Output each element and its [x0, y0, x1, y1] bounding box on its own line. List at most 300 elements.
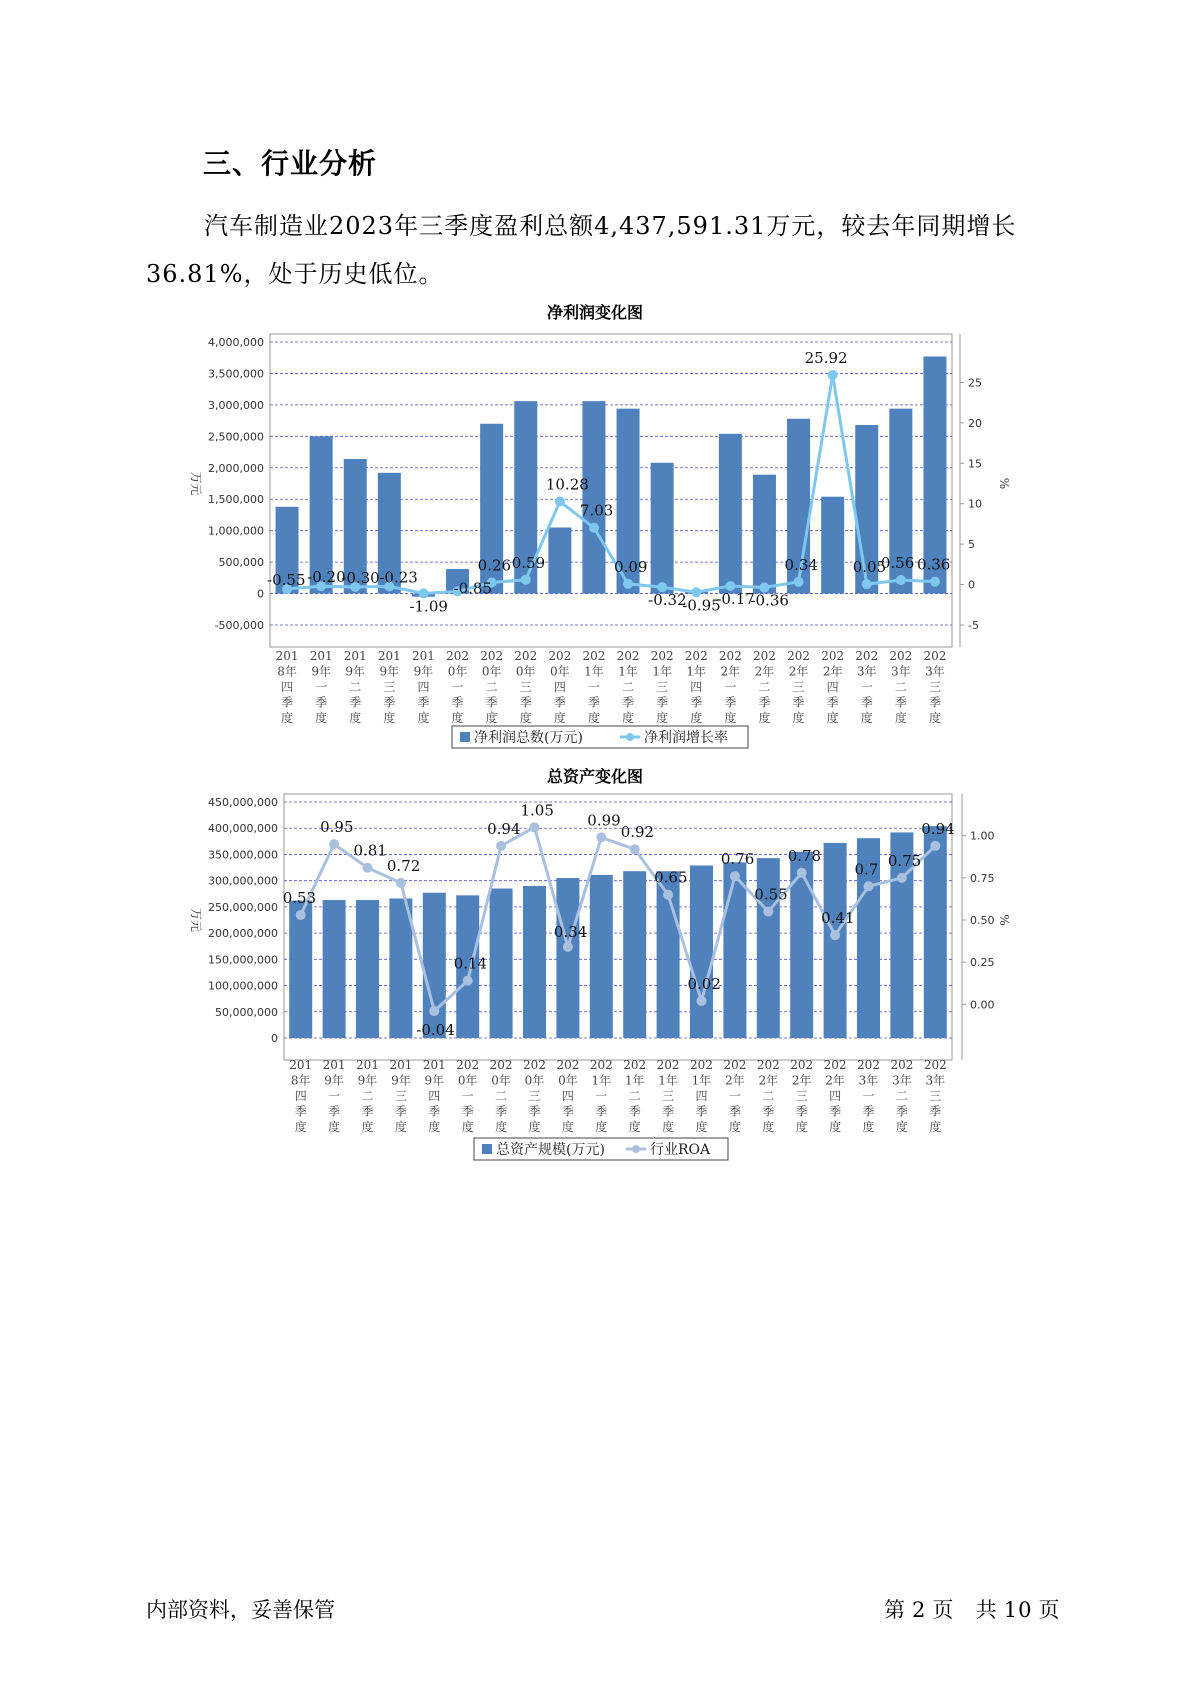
- x-tick-label: 季: [695, 1104, 708, 1119]
- x-tick-label: 0年: [447, 664, 468, 679]
- data-label: 0.76: [720, 850, 755, 869]
- data-label: 0.09: [614, 557, 648, 576]
- x-tick-label: 202: [514, 649, 538, 663]
- data-label: 0.05: [852, 558, 887, 577]
- x-tick-label: 度: [294, 1120, 307, 1134]
- page-current: 2: [912, 1598, 927, 1622]
- bar: [651, 463, 674, 594]
- x-tick-label: 度: [928, 711, 941, 725]
- data-label: 10.28: [545, 475, 589, 494]
- x-tick-label: 季: [519, 695, 532, 710]
- data-label: 0.14: [453, 954, 488, 973]
- x-tick-label: 度: [895, 1120, 908, 1134]
- x-tick-label: 3年: [891, 664, 911, 679]
- x-tick-label: 201: [343, 649, 367, 663]
- x-tick-label: 2年: [754, 664, 775, 679]
- legend-bar-label: 总资产规模(万元): [496, 1142, 605, 1158]
- data-label: 0.78: [787, 846, 822, 865]
- y2-tick-label: 0.25: [970, 956, 995, 970]
- series-point: [589, 523, 599, 533]
- x-tick-label: 202: [684, 649, 708, 663]
- y-tick-label: -500,000: [214, 619, 264, 632]
- x-tick-label: 3年: [892, 1073, 912, 1088]
- x-tick-label: 季: [428, 1104, 441, 1119]
- x-tick-label: 202: [523, 1058, 546, 1072]
- series-point: [521, 575, 531, 585]
- series-point: [563, 942, 573, 952]
- x-tick-label: 0年: [515, 664, 536, 679]
- x-tick-label: 201: [322, 1058, 346, 1072]
- x-tick-label: 1年: [658, 1073, 678, 1088]
- series-point: [830, 930, 840, 940]
- x-tick-label: 9年: [311, 664, 331, 679]
- x-tick-label: 度: [862, 1120, 875, 1134]
- x-tick-label: 1年: [624, 1073, 645, 1088]
- x-tick-label: 201: [275, 649, 299, 663]
- total-assets-chart-svg: [0, 754, 1191, 1274]
- x-tick-label: 度: [394, 1120, 407, 1134]
- x-tick-label: 季: [328, 1104, 341, 1119]
- series-point: [596, 832, 606, 842]
- x-tick-label: 202: [548, 649, 572, 663]
- series-point: [794, 577, 804, 587]
- x-tick-label: 季: [349, 695, 362, 710]
- x-tick-label: 季: [451, 695, 464, 710]
- section-heading: 三、行业分析: [203, 147, 378, 180]
- x-tick-label: 202: [821, 649, 845, 663]
- data-label: -0.85: [453, 579, 493, 598]
- summary-paragraph: 汽车制造业2023年三季度盈利总额4,437,591.31万元，较去年同期增长36.81%，处于历史低位。: [146, 212, 1017, 288]
- x-tick-label: 二: [758, 680, 771, 694]
- x-tick-label: 202: [823, 1058, 847, 1072]
- data-label: 0.53: [282, 888, 317, 907]
- y2-tick-label: 0.75: [970, 871, 995, 885]
- footer-confidential: 内部资料，妥善保管: [146, 1598, 335, 1622]
- x-tick-label: 季: [929, 1104, 942, 1119]
- x-tick-label: 202: [889, 649, 913, 663]
- y2-axis-label: %: [997, 914, 1011, 926]
- chart-title: 净利润变化图: [546, 303, 644, 322]
- x-tick-label: 一: [595, 1089, 608, 1103]
- x-tick-label: 三: [792, 680, 805, 694]
- bar: [723, 862, 746, 1038]
- series-point: [363, 863, 373, 873]
- y-tick-label: 350,000,000: [208, 848, 278, 862]
- y-tick-label: 2,000,000: [208, 461, 264, 475]
- x-tick-label: 季: [383, 695, 396, 710]
- x-tick-label: 2年: [822, 664, 843, 679]
- y2-tick-label: 1.00: [970, 829, 995, 843]
- x-tick-label: 季: [294, 1104, 307, 1119]
- x-tick-label: 季: [795, 1104, 808, 1119]
- x-tick-label: 201: [356, 1058, 379, 1072]
- data-label: 0.92: [620, 823, 655, 842]
- x-tick-label: 度: [826, 711, 839, 725]
- bar: [490, 889, 513, 1038]
- x-tick-label: 度: [528, 1120, 541, 1134]
- x-tick-label: 202: [857, 1058, 880, 1072]
- bar: [548, 528, 571, 594]
- data-label: 0.41: [821, 909, 855, 928]
- x-tick-label: 度: [595, 1120, 608, 1134]
- y-tick-label: 250,000,000: [208, 900, 278, 914]
- x-tick-label: 202: [656, 1058, 680, 1072]
- x-tick-label: 四: [294, 1089, 307, 1103]
- y-tick-label: 450,000,000: [208, 796, 278, 809]
- y2-tick-label: 20: [968, 416, 982, 430]
- data-label: 0.56: [880, 554, 915, 573]
- y-tick-label: 500,000: [218, 556, 264, 570]
- y-tick-label: 150,000,000: [208, 953, 278, 967]
- x-tick-label: 度: [929, 1120, 942, 1134]
- y2-tick-label: 5: [968, 538, 975, 552]
- x-tick-label: 1年: [618, 664, 638, 679]
- data-label: 0.65: [654, 868, 688, 887]
- x-tick-label: 四: [826, 680, 839, 694]
- x-tick-label: 季: [315, 695, 328, 710]
- x-tick-label: 二: [495, 1089, 508, 1103]
- y-tick-label: 300,000,000: [208, 874, 278, 888]
- x-tick-label: 0年: [457, 1073, 478, 1088]
- legend-line-marker: [626, 733, 634, 741]
- x-tick-label: 202: [890, 1058, 914, 1072]
- x-tick-label: 度: [587, 711, 600, 725]
- series-point: [396, 878, 406, 888]
- series-point: [663, 890, 673, 900]
- x-tick-label: 二: [361, 1089, 374, 1103]
- x-tick-label: 季: [587, 695, 600, 710]
- x-tick-label: 202: [790, 1058, 814, 1072]
- x-tick-label: 二: [895, 1089, 908, 1103]
- series-point: [329, 839, 339, 849]
- series-point: [730, 871, 740, 881]
- bar: [824, 843, 847, 1038]
- x-tick-label: 季: [826, 695, 839, 710]
- chart-title: 总资产变化图: [546, 767, 644, 786]
- total-prefix: 共: [975, 1598, 998, 1622]
- x-tick-label: 1年: [686, 664, 707, 679]
- x-tick-label: 202: [690, 1058, 713, 1072]
- x-tick-label: 季: [860, 695, 873, 710]
- data-label: -0.32: [648, 591, 687, 610]
- y-tick-label: 1,500,000: [208, 493, 264, 507]
- x-tick-label: 一: [728, 1089, 741, 1103]
- bar: [623, 871, 646, 1038]
- series-point: [897, 873, 907, 883]
- x-tick-label: 0年: [524, 1073, 545, 1088]
- series-point: [630, 844, 640, 854]
- data-label: 0.95: [320, 818, 354, 837]
- x-tick-label: 1年: [584, 664, 604, 679]
- x-tick-label: 季: [894, 695, 907, 710]
- x-tick-label: 季: [690, 695, 703, 710]
- data-label: 0.7: [854, 860, 879, 879]
- x-tick-label: 9年: [357, 1073, 378, 1088]
- x-tick-label: 度: [315, 711, 328, 725]
- x-tick-label: 8年: [290, 1073, 311, 1088]
- x-tick-label: 季: [495, 1104, 508, 1119]
- data-label: 0.34: [553, 922, 588, 941]
- data-label: 0.94: [921, 819, 955, 838]
- net-profit-chart-svg: [0, 292, 1191, 772]
- x-tick-label: 季: [553, 695, 566, 710]
- x-tick-label: 三: [928, 680, 941, 694]
- x-tick-label: 0年: [491, 1073, 511, 1088]
- x-tick-label: 202: [718, 649, 742, 663]
- x-tick-label: 度: [485, 711, 498, 725]
- x-tick-label: 三: [929, 1089, 942, 1103]
- total-assets-chart: [0, 754, 1191, 1274]
- legend-line-label: 净利润增长率: [644, 730, 728, 746]
- x-tick-label: 季: [417, 695, 430, 710]
- legend-bar-swatch: [482, 1144, 492, 1154]
- x-tick-label: 度: [728, 1120, 741, 1134]
- data-label: -0.95: [682, 596, 721, 615]
- x-tick-label: 1年: [591, 1073, 612, 1088]
- series-point: [530, 822, 540, 832]
- series-point: [463, 976, 473, 986]
- x-tick-label: 2年: [825, 1073, 845, 1088]
- x-tick-label: 2年: [720, 664, 741, 679]
- x-tick-label: 季: [762, 1104, 775, 1119]
- x-tick-label: 季: [394, 1104, 407, 1119]
- x-tick-label: 度: [461, 1120, 474, 1134]
- x-tick-label: 度: [553, 711, 566, 725]
- x-tick-label: 202: [623, 1058, 647, 1072]
- x-tick-label: 季: [662, 1104, 675, 1119]
- y-tick-label: 3,500,000: [208, 367, 264, 381]
- x-tick-label: 四: [553, 680, 566, 694]
- x-tick-label: 四: [417, 680, 430, 694]
- x-tick-label: 9年: [324, 1073, 344, 1088]
- y-tick-label: 100,000,000: [208, 979, 278, 993]
- x-tick-label: 度: [656, 711, 669, 725]
- data-label: 25.92: [804, 348, 848, 367]
- x-tick-label: 度: [792, 711, 805, 725]
- bar: [556, 878, 579, 1038]
- x-tick-label: 一: [328, 1089, 341, 1103]
- data-label: 0.99: [587, 811, 621, 830]
- y-tick-label: 200,000,000: [208, 927, 278, 941]
- x-tick-label: 202: [756, 1058, 780, 1072]
- data-label: 0.36: [916, 555, 951, 574]
- series-point: [930, 577, 940, 587]
- x-tick-label: 度: [281, 711, 294, 725]
- y2-tick-label: -5: [968, 619, 979, 632]
- y-tick-label: 50,000,000: [215, 1005, 278, 1019]
- x-tick-label: 一: [587, 680, 600, 694]
- bar: [753, 475, 776, 594]
- bar: [924, 826, 947, 1038]
- x-tick-label: 季: [862, 1104, 875, 1119]
- x-tick-label: 202: [923, 1058, 947, 1072]
- x-tick-label: 度: [724, 711, 737, 725]
- x-tick-label: 度: [417, 711, 430, 725]
- x-tick-label: 度: [349, 711, 362, 725]
- x-tick-label: 度: [383, 711, 396, 725]
- data-label: -0.30: [341, 568, 380, 587]
- y-tick-label: 4,000,000: [208, 336, 264, 349]
- x-tick-label: 三: [528, 1089, 541, 1103]
- bar: [423, 893, 446, 1038]
- x-tick-label: 度: [428, 1120, 441, 1134]
- data-label: 0.75: [887, 851, 922, 870]
- x-tick-label: 201: [389, 1058, 413, 1072]
- data-label: -0.20: [307, 568, 346, 587]
- x-tick-label: 二: [349, 680, 362, 694]
- x-tick-label: 202: [582, 649, 606, 663]
- y2-axis-label: %: [997, 477, 1011, 490]
- x-tick-label: 度: [628, 1120, 641, 1134]
- series-point: [429, 1006, 439, 1016]
- legend-bar-label: 净利润总数(万元): [474, 730, 583, 746]
- series-point: [697, 996, 707, 1006]
- y2-tick-label: 0.00: [970, 998, 995, 1012]
- x-tick-label: 2年: [725, 1073, 745, 1088]
- series-point: [797, 868, 807, 878]
- x-tick-label: 201: [411, 649, 435, 663]
- x-tick-label: 8年: [277, 664, 297, 679]
- y2-tick-label: 25: [968, 376, 982, 390]
- y-tick-label: 0: [257, 587, 264, 601]
- data-label: 0.55: [754, 885, 788, 904]
- data-label: -0.17: [716, 589, 755, 608]
- y-tick-label: 3,000,000: [208, 398, 264, 412]
- x-tick-label: 季: [928, 695, 941, 710]
- x-tick-label: 四: [690, 680, 703, 694]
- page-number: [884, 1594, 1066, 1624]
- bar: [582, 401, 605, 593]
- x-tick-label: 季: [628, 1104, 641, 1119]
- x-tick-label: 三: [656, 680, 669, 694]
- x-tick-label: 201: [377, 649, 401, 663]
- x-tick-label: 季: [656, 695, 669, 710]
- x-tick-label: 季: [724, 695, 737, 710]
- series-point: [862, 579, 872, 589]
- x-tick-label: 202: [489, 1058, 513, 1072]
- x-tick-label: 2年: [791, 1073, 812, 1088]
- x-tick-label: 3年: [856, 664, 877, 679]
- x-tick-label: 三: [383, 680, 396, 694]
- x-tick-label: 二: [628, 1089, 641, 1103]
- x-tick-label: 0年: [558, 1073, 578, 1088]
- x-tick-label: 度: [328, 1120, 341, 1134]
- x-tick-label: 202: [650, 649, 674, 663]
- x-tick-label: 201: [422, 1058, 446, 1072]
- page-total: 10: [1003, 1598, 1033, 1622]
- x-tick-label: 一: [860, 680, 873, 694]
- series-point: [496, 841, 506, 851]
- x-tick-label: 三: [795, 1089, 808, 1103]
- y2-tick-label: 10: [968, 497, 982, 511]
- x-tick-label: 度: [495, 1120, 508, 1134]
- series-point: [828, 370, 838, 380]
- series-point: [930, 841, 940, 851]
- x-tick-label: 201: [309, 649, 333, 663]
- series-point: [864, 881, 874, 891]
- series-point: [763, 907, 773, 917]
- x-tick-label: 度: [795, 1120, 808, 1134]
- x-tick-label: 2年: [758, 1073, 779, 1088]
- x-tick-label: 季: [595, 1104, 608, 1119]
- x-tick-label: 度: [690, 711, 703, 725]
- x-tick-label: 度: [829, 1120, 842, 1134]
- x-tick-label: 一: [862, 1089, 875, 1103]
- x-tick-label: 季: [758, 695, 771, 710]
- x-tick-label: 202: [787, 649, 811, 663]
- bar: [690, 865, 713, 1038]
- x-tick-label: 一: [724, 680, 737, 694]
- x-tick-label: 1年: [652, 664, 672, 679]
- x-tick-label: 201: [289, 1058, 313, 1072]
- bar: [821, 497, 844, 594]
- x-tick-label: 一: [315, 680, 328, 694]
- x-tick-label: 202: [446, 649, 470, 663]
- x-tick-label: 季: [622, 695, 635, 710]
- data-label: -0.36: [750, 591, 789, 610]
- data-label: 0.94: [487, 819, 521, 838]
- y-axis-label: 万元: [189, 471, 203, 496]
- x-tick-label: 四: [829, 1089, 842, 1103]
- y-tick-label: 0: [271, 1032, 278, 1045]
- x-tick-label: 202: [589, 1058, 613, 1072]
- legend-line-label: 行业ROA: [650, 1142, 711, 1158]
- x-tick-label: 四: [428, 1089, 441, 1103]
- data-label: -1.09: [409, 597, 448, 616]
- page-unit: 页: [932, 1598, 955, 1622]
- x-tick-label: 度: [561, 1120, 574, 1134]
- x-tick-label: 二: [762, 1089, 775, 1103]
- x-tick-label: 二: [622, 680, 635, 694]
- x-tick-label: 季: [728, 1104, 741, 1119]
- data-label: 0.26: [477, 556, 512, 575]
- x-tick-label: 季: [792, 695, 805, 710]
- page-prefix: 第: [884, 1598, 906, 1622]
- y-tick-label: 400,000,000: [208, 822, 278, 836]
- data-label: 0.72: [386, 856, 421, 875]
- x-tick-label: 四: [561, 1089, 574, 1103]
- x-tick-label: 202: [616, 649, 640, 663]
- x-tick-label: 度: [695, 1120, 708, 1134]
- x-tick-label: 202: [723, 1058, 747, 1072]
- data-label: 7.03: [579, 501, 614, 520]
- x-tick-label: 9年: [413, 664, 434, 679]
- y-tick-label: 1,000,000: [208, 524, 264, 538]
- y-axis-label: 万元: [189, 907, 203, 933]
- x-tick-label: 一: [451, 680, 464, 694]
- x-tick-label: 度: [451, 711, 464, 725]
- x-tick-label: 度: [622, 711, 635, 725]
- data-label: -0.55: [267, 571, 306, 590]
- x-tick-label: 度: [894, 711, 907, 725]
- x-tick-label: 3年: [858, 1073, 879, 1088]
- x-tick-label: 季: [561, 1104, 574, 1119]
- x-tick-label: 9年: [391, 1073, 411, 1088]
- data-label: 0.59: [511, 553, 546, 572]
- x-tick-label: 度: [361, 1120, 374, 1134]
- total-unit: 页: [1038, 1598, 1061, 1622]
- x-tick-label: 季: [361, 1104, 374, 1119]
- x-tick-label: 季: [528, 1104, 541, 1119]
- series-point: [296, 910, 306, 920]
- x-tick-label: 0年: [550, 664, 570, 679]
- x-tick-label: 9年: [424, 1073, 445, 1088]
- x-tick-label: 三: [394, 1089, 407, 1103]
- data-label: 0.34: [784, 555, 818, 574]
- x-tick-label: 三: [662, 1089, 675, 1103]
- x-tick-label: 季: [895, 1104, 908, 1119]
- x-tick-label: 度: [758, 711, 771, 725]
